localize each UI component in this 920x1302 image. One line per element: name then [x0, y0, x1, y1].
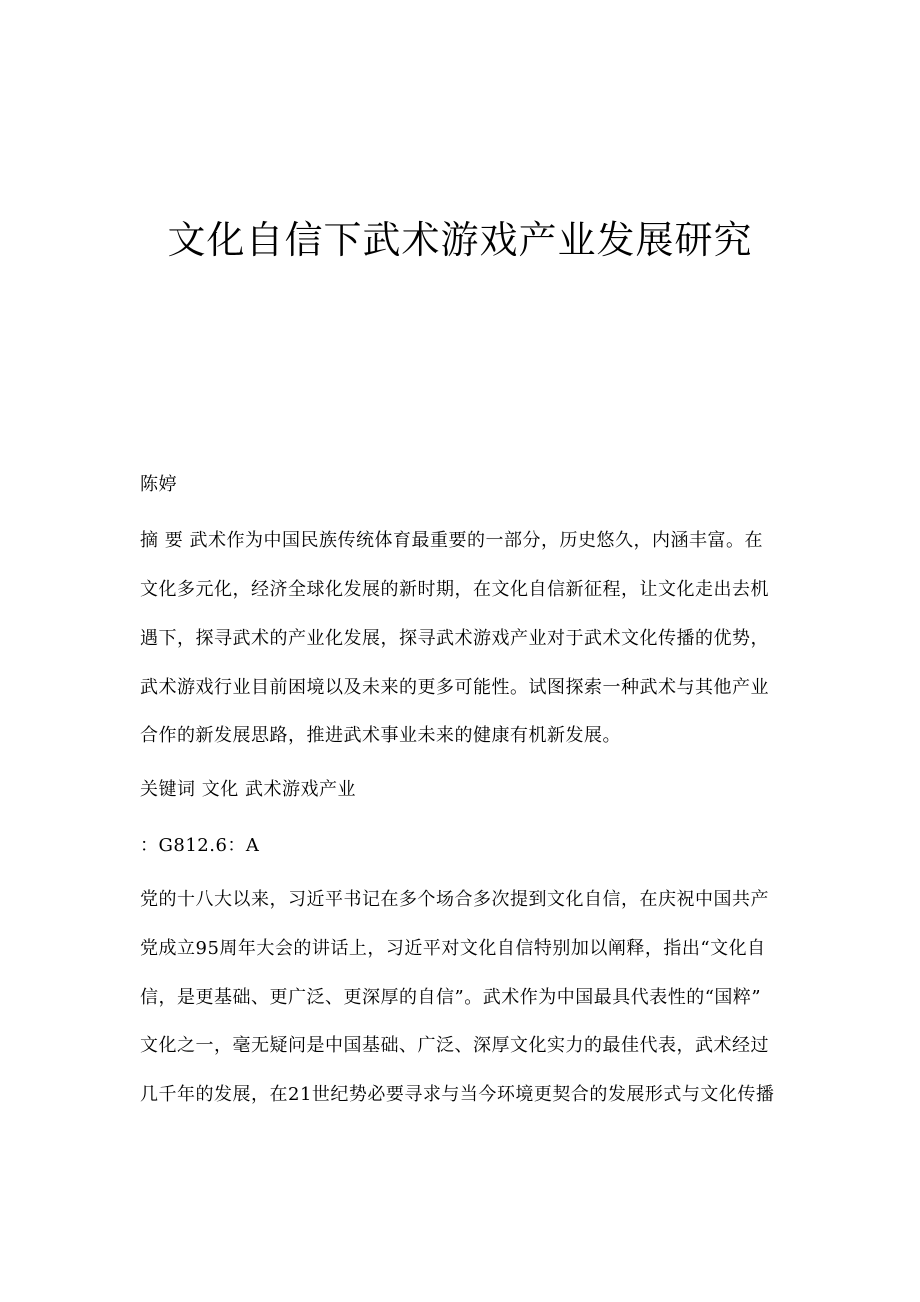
body-line: 信，是更基础、更广泛、更深厚的自信”。武术作为中国最具代表性的“国粹”: [140, 987, 762, 1008]
abstract-line: 遇下，探寻武术的产业化发展，探寻武术游戏产业对于武术文化传播的优势，: [140, 628, 769, 649]
body-line: 几千年的发展，在21世纪势必要寻求与当今环境更契合的发展形式与文化传播: [140, 1084, 775, 1105]
abstract-line: 摘 要 武术作为中国民族传统体育最重要的一部分，历史悠久，内涵丰富。在: [140, 530, 763, 551]
body-line: 党的十八大以来，习近平书记在多个场合多次提到文化自信，在庆祝中国共产: [140, 889, 769, 910]
abstract-line: 文化多元化，经济全球化发展的新时期，在文化自信新征程，让文化走出去机: [140, 579, 769, 600]
body-line: 文化之一，毫无疑问是中国基础、广泛、深厚文化实力的最佳代表，武术经过: [140, 1035, 769, 1056]
author-name: 陈婷: [140, 474, 177, 495]
document-title: 文化自信下武术游戏产业发展研究: [167, 218, 753, 262]
classification-code: ：G812.6：A: [140, 835, 260, 856]
keywords: 关键词 文化 武术游戏产业: [140, 779, 356, 800]
body-line: 党成立95周年大会的讲话上，习近平对文化自信特别加以阐释，指出“文化自: [140, 938, 766, 959]
abstract-line: 合作的新发展思路，推进武术事业未来的健康有机新发展。: [140, 725, 621, 746]
abstract-line: 武术游戏行业目前困境以及未来的更多可能性。试图探索一种武术与其他产业: [140, 677, 769, 698]
